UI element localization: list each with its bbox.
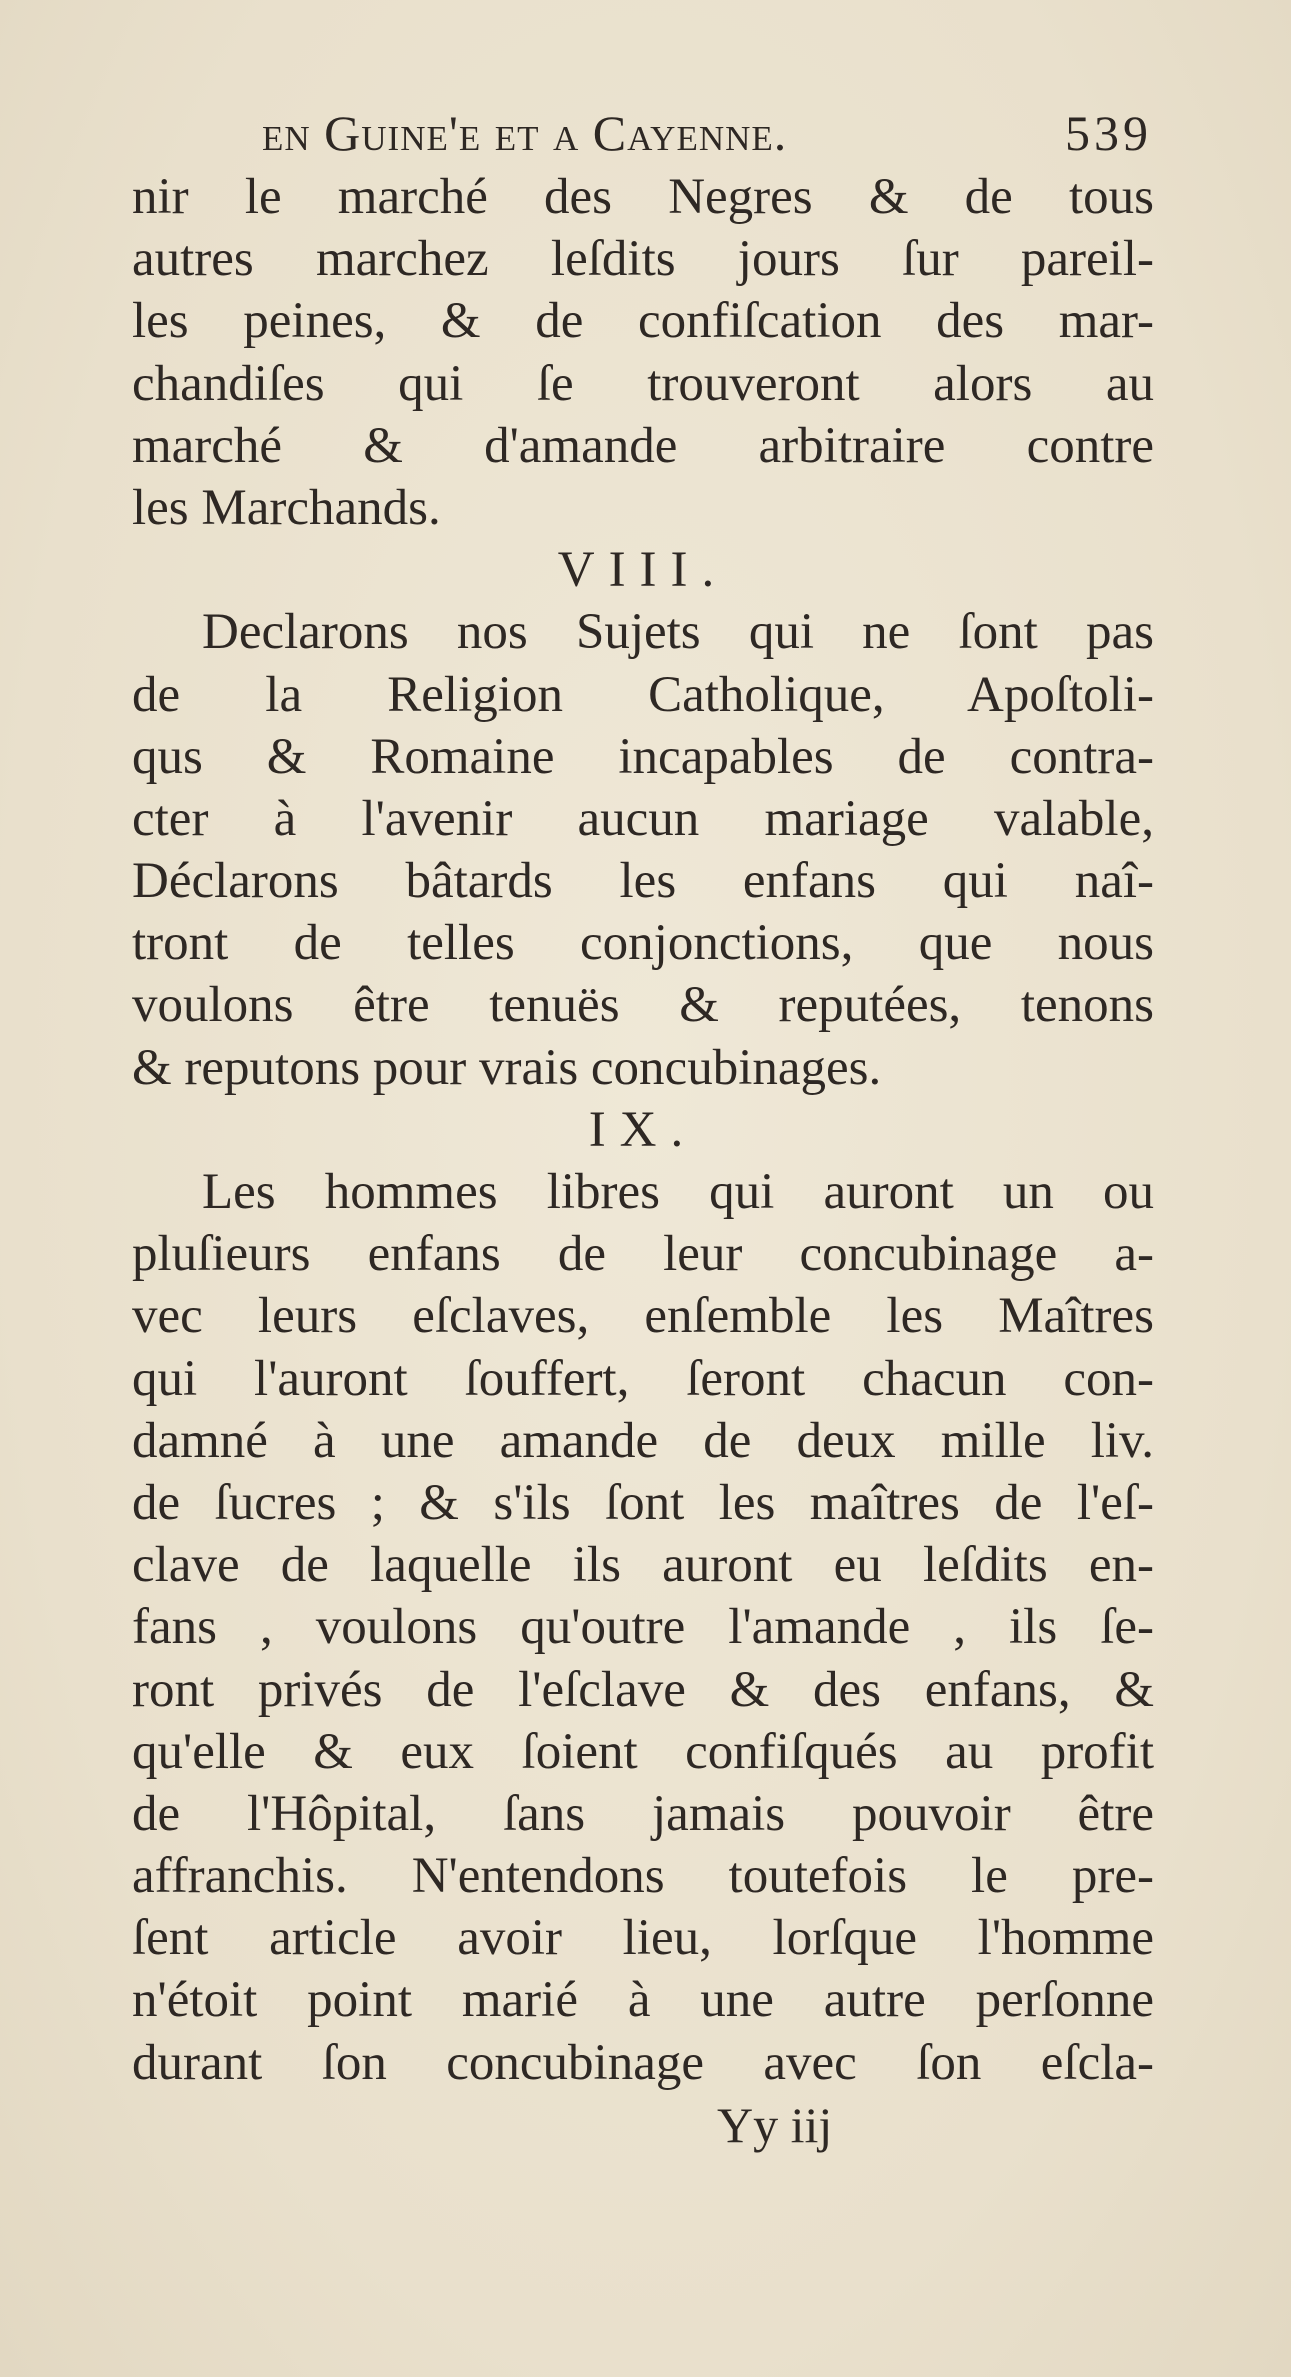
text-line: autres marchez leſdits jours ſur pareil- [132,231,1154,288]
text-line: pluſieurs enfans de leur concubinage a- [132,1226,1154,1283]
text-line: cter à l'avenir aucun mariage valable, [132,790,1154,847]
text-line: Déclarons bâtards les enfans qui naî- [132,853,1154,910]
text-line: durant ſon concubinage avec ſon eſcla- [132,2034,1154,2091]
text-line: vec leurs eſclaves, enſemble les Maîtres [132,1288,1154,1345]
text-line: de ſucres ; & s'ils ſont les maîtres de l'eſ- [132,1474,1154,1531]
page-number: 539 [1065,105,1152,161]
text-line: ront privés de l'eſclave & des enfans, & [132,1661,1154,1718]
text-line: damné à une amande de deux mille liv. [132,1412,1154,1469]
text-line: voulons être tenuës & reputées, tenons [132,977,1154,1034]
text-line: qus & Romaine incapables de contra- [132,728,1154,785]
page-header [262,98,1152,168]
text-line: clave de laquelle ils auront eu leſdits en- [132,1537,1154,1594]
text-line: chandiſes qui ſe trouveront alors au [132,355,1154,412]
text-line: de la Religion Catholique, Apoſtoli- [132,666,1154,723]
text-line: Declarons nos Sujets qui ne ſont pas [202,604,1154,661]
text-line: les Marchands. [132,479,441,536]
text-line: les peines, & de confiſcation des mar- [132,293,1154,350]
text-line: affranchis. N'entendons toutefois le pre- [132,1848,1154,1905]
text-line: qu'elle & eux ſoient confiſqués au profit [132,1723,1154,1780]
text-line: de l'Hôpital, ſans jamais pouvoir être [132,1785,1154,1842]
page-body [132,166,1154,2156]
article-heading: VIII. [557,542,729,599]
signature-mark: Yy iij [717,2096,833,2153]
text-line: fans , voulons qu'outre l'amande , ils ſe- [132,1599,1154,1656]
text-line: nir le marché des Negres & de tous [132,169,1154,225]
article-heading: IX. [588,1101,698,1158]
text-line: tront de telles conjonctions, que nous [132,915,1154,972]
text-line: marché & d'amande arbitraire contre [132,417,1154,474]
text-line: Les hommes libres qui auront un ou [202,1164,1154,1220]
text-line: & reputons pour vrais concubinages. [132,1039,882,1096]
running-title: en Guine'e et a Cayenne. [262,105,788,161]
text-line: ſent article avoir lieu, lorſque l'homme [132,1910,1154,1967]
text-line: n'étoit point marié à une autre perſonne [132,1972,1154,2029]
text-line: qui l'auront ſouffert, ſeront chacun con- [132,1350,1154,1407]
